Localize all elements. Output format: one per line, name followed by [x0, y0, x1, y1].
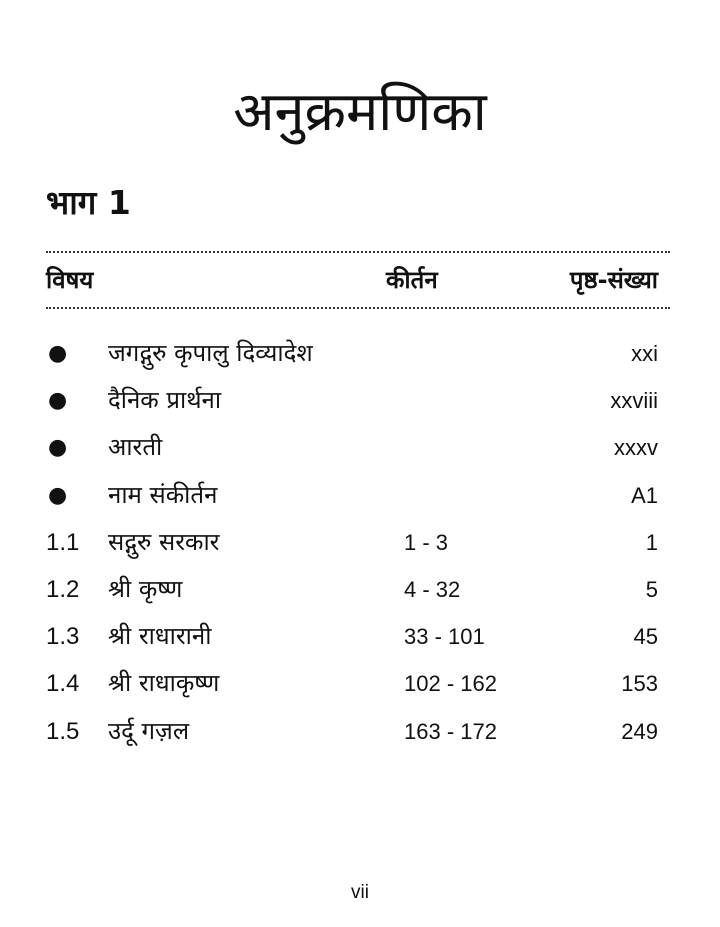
toc-kirtan: 4 - 32: [404, 576, 461, 602]
toc-page-number: xxi: [631, 341, 658, 366]
bullet-icon: ●: [48, 435, 68, 461]
toc-subject: उर्दू गज़ल: [108, 716, 190, 745]
toc-subject: आरती: [108, 433, 163, 462]
toc-section-number: 1.3: [46, 623, 80, 651]
toc-subject: जगद्गुरु कृपालु दिव्यादेश: [108, 339, 313, 367]
toc-row: [46, 660, 670, 707]
toc-row: [46, 330, 670, 377]
toc-section-number: 1.5: [46, 717, 80, 745]
toc-row: [46, 613, 670, 660]
toc-subject: दैनिक प्रार्थना: [108, 386, 222, 415]
toc-page-number: xxxv: [614, 435, 658, 461]
toc-page-number: A1: [631, 482, 658, 508]
toc-page-number: 249: [621, 718, 658, 744]
column-header-page: पृष्ठ-संख्या: [569, 266, 658, 294]
toc-list: [46, 330, 670, 755]
toc-row: [46, 708, 670, 755]
toc-subject: श्री कृष्ण: [108, 574, 183, 603]
toc-kirtan: 163 - 172: [404, 718, 497, 744]
toc-subject: नाम संकीर्तन: [108, 480, 218, 509]
toc-header-row: [46, 258, 670, 302]
toc-page-number: xxviii: [610, 388, 658, 414]
page-number-footer: vii: [351, 882, 369, 903]
bullet-icon: ●: [48, 482, 68, 508]
column-header-kirtan: कीर्तन: [386, 266, 438, 294]
toc-row: [46, 519, 670, 566]
part-heading: भाग 1: [46, 183, 131, 222]
toc-page-number: 1: [645, 529, 658, 555]
toc-row: [46, 472, 670, 519]
toc-kirtan: 33 - 101: [404, 624, 485, 650]
column-header-subject: विषय: [46, 266, 94, 294]
toc-page-number: 45: [633, 624, 658, 650]
page-title: अनुक्रमणिका: [233, 80, 487, 143]
toc-subject: श्री राधारानी: [108, 622, 212, 651]
dotted-divider-top: [46, 251, 670, 253]
toc-section-number: 1.1: [46, 528, 80, 556]
toc-subject: सद्गुरु सरकार: [108, 527, 220, 556]
bullet-icon: ●: [48, 388, 68, 414]
toc-page-number: 153: [621, 671, 658, 697]
toc-subject: श्री राधाकृष्ण: [108, 669, 220, 698]
toc-page-number: 5: [645, 576, 658, 602]
toc-row: [46, 566, 670, 613]
toc-kirtan: 102 - 162: [404, 671, 497, 697]
toc-row: [46, 424, 670, 471]
toc-section-number: 1.2: [46, 575, 80, 603]
dotted-divider-bottom: [46, 307, 670, 309]
toc-section-number: 1.4: [46, 670, 80, 698]
toc-row: [46, 377, 670, 424]
toc-kirtan: 1 - 3: [404, 529, 449, 555]
bullet-icon: ●: [48, 341, 68, 366]
